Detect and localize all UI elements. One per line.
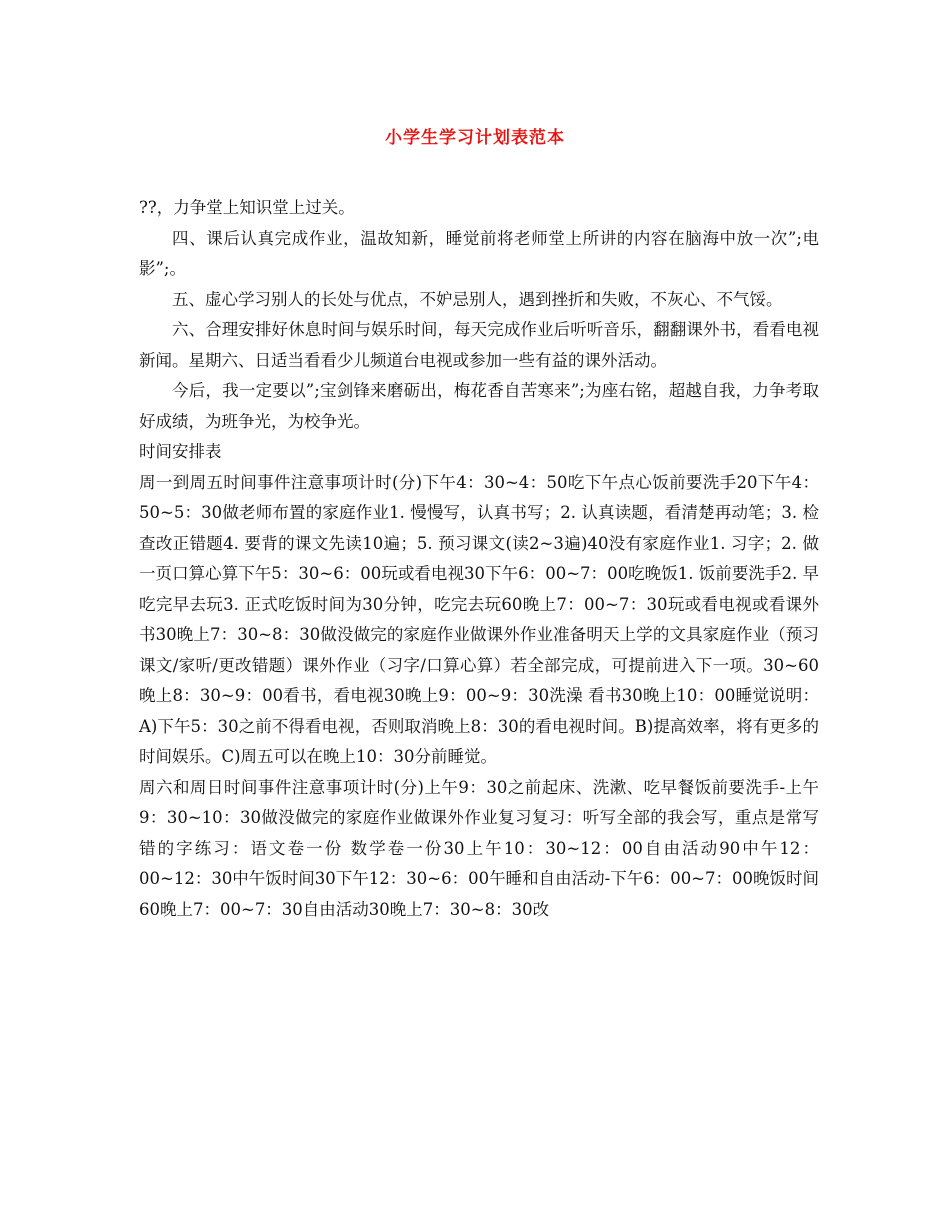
- paragraph: ??，力争堂上知识堂上过关。: [139, 198, 355, 217]
- paragraph: 周六和周日时间事件注意事项计时(分)上午9：30之前起床、洗漱、吃早餐饭前要洗手-上午9：30~10：30做没做完的家庭作业做课外作业复习复习：听写全部的我会写，重点是常写错的字练习：语文卷一份 数学卷一份30上午10：30~12：00自由活动90中午12：00~12：30中午饭时间30下午12：30~6：00午睡和自由活动-下午6：00~7：00晚饭时间60晚上7：00~7：30自由活动30晚上7：30~8：30改: [139, 777, 820, 919]
- document-body: [139, 193, 819, 925]
- paragraph: 今后，我一定要以”;宝剑锋来磨砺出，梅花香自苦寒来”;为座右铭，超越自我，力争考取好成绩，为班争光，为校争光。: [139, 381, 819, 431]
- paragraph: 四、课后认真完成作业，温故知新，睡觉前将老师堂上所讲的内容在脑海中放一次”;电影”;。: [139, 228, 819, 278]
- paragraph: 周一到周五时间事件注意事项计时(分)下午4：30~4：50吃下午点心饭前要洗手20下午4：50~5：30做老师布置的家庭作业1. 慢慢写，认真书写；2. 认真读题，看清楚再动笔；3. 检查改正错题4. 要背的课文先读10遍；5. 预习课文(读2~3遍)40没有家庭作业1. 习字；2. 做一页口算心算下午5：30~6：00玩或看电视30下午6：00~7：00吃晚饭1. 饭前要洗手2. 早吃完早去玩3. 正式吃饭时间为30分钟，吃完去玩60晚上7：00~7：30玩或看电视或看课外书30晚上7：30~8：30做没做完的家庭作业做课外作业准备明天上学的文具家庭作业（预习课文/家听/更改错题）课外作业（习字/口算心算）若全部完成，可提前进入下一项。30~60晚上8：30~9：00看书，看电视30晚上9：00~9：30洗澡 看书30晚上10：00睡觉说明：A)下午5：30之前不得看电视，否则取消晚上8：30的看电视时间。B)提高效率，将有更多的时间娱乐。C)周五可以在晚上10：30分前睡觉。: [139, 472, 819, 766]
- paragraph: 六、合理安排好休息时间与娱乐时间，每天完成作业后听听音乐，翻翻课外书，看看电视新闻。星期六、日适当看看少儿频道台电视或参加一些有益的课外活动。: [139, 320, 819, 370]
- document-title: 小学生学习计划表范本: [385, 128, 565, 148]
- section-heading: 时间安排表: [139, 442, 222, 461]
- paragraph: 五、虚心学习别人的长处与优点，不妒忌别人，遇到挫折和失败，不灰心、不气馁。: [172, 289, 783, 309]
